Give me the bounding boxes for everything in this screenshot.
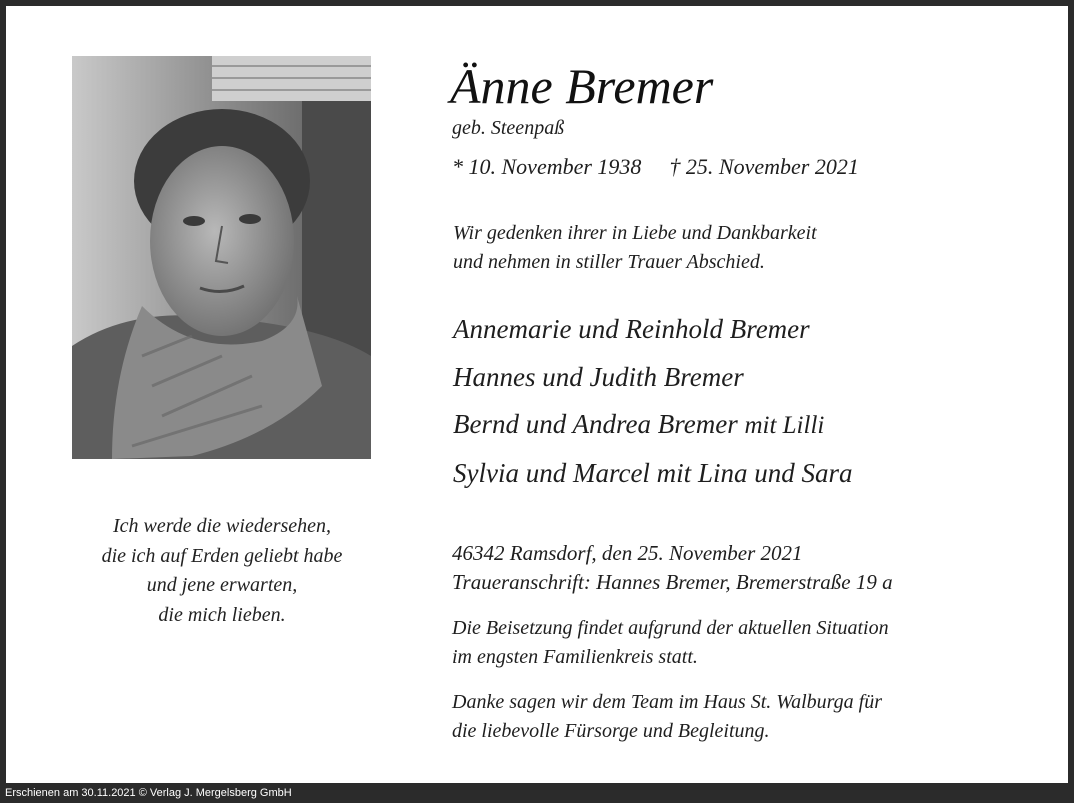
burial-line: im engsten Familienkreis statt. — [452, 646, 698, 668]
publication-footer: Erschienen am 30.11.2021 © Verlag J. Mergelsberg GmbH — [0, 783, 1074, 803]
birth-name: geb. Steenpaß — [452, 117, 565, 139]
life-dates — [452, 151, 859, 183]
deceased-name: Änne Bremer — [450, 58, 714, 114]
mourners-list — [453, 306, 852, 497]
mourner-name: Annemarie und Reinhold Bremer — [453, 314, 810, 344]
memorial-text — [453, 219, 817, 277]
quote-line: die ich auf Erden geliebt habe — [101, 544, 343, 567]
mourner-entry — [453, 306, 852, 354]
place-date: 46342 Ramsdorf, den 25. November 2021 — [452, 541, 803, 565]
quote-line: Ich werde die wiedersehen, — [112, 515, 332, 537]
thanks-notice — [452, 688, 882, 746]
death-date: † 25. November 2021 — [669, 154, 859, 179]
place-and-address — [452, 539, 893, 597]
mourner-name: Hannes und Judith Bremer — [453, 361, 744, 392]
mourning-address: Traueranschrift: Hannes Bremer, Bremerstraße 19 a — [452, 570, 893, 594]
thanks-line: die liebevolle Fürsorge und Begleitung. — [452, 720, 770, 742]
quote-line: und jene erwarten, — [146, 574, 298, 596]
mourner-entry — [453, 401, 852, 450]
thanks-line: Danke sagen wir dem Team im Haus St. Walburga für — [452, 691, 883, 713]
birth-date: * 10. November 1938 — [452, 154, 642, 179]
quote — [40, 512, 404, 630]
portrait-photo — [72, 56, 371, 459]
mourner-extra: mit Lilli — [744, 412, 825, 439]
mourner-entry — [453, 450, 852, 498]
mourner-name: Bernd und Andrea Bremer — [453, 409, 738, 439]
burial-notice — [452, 614, 889, 672]
burial-line: Die Beisetzung findet aufgrund der aktuellen Situation — [452, 617, 889, 639]
memorial-line: und nehmen in stiller Trauer Abschied. — [453, 251, 765, 273]
mourner-name: Sylvia und Marcel mit Lina und Sara — [453, 457, 853, 488]
mourner-entry — [453, 354, 852, 402]
memorial-line: Wir gedenken ihrer in Liebe und Dankbarkeit — [453, 222, 817, 244]
quote-line: die mich lieben. — [158, 603, 286, 626]
